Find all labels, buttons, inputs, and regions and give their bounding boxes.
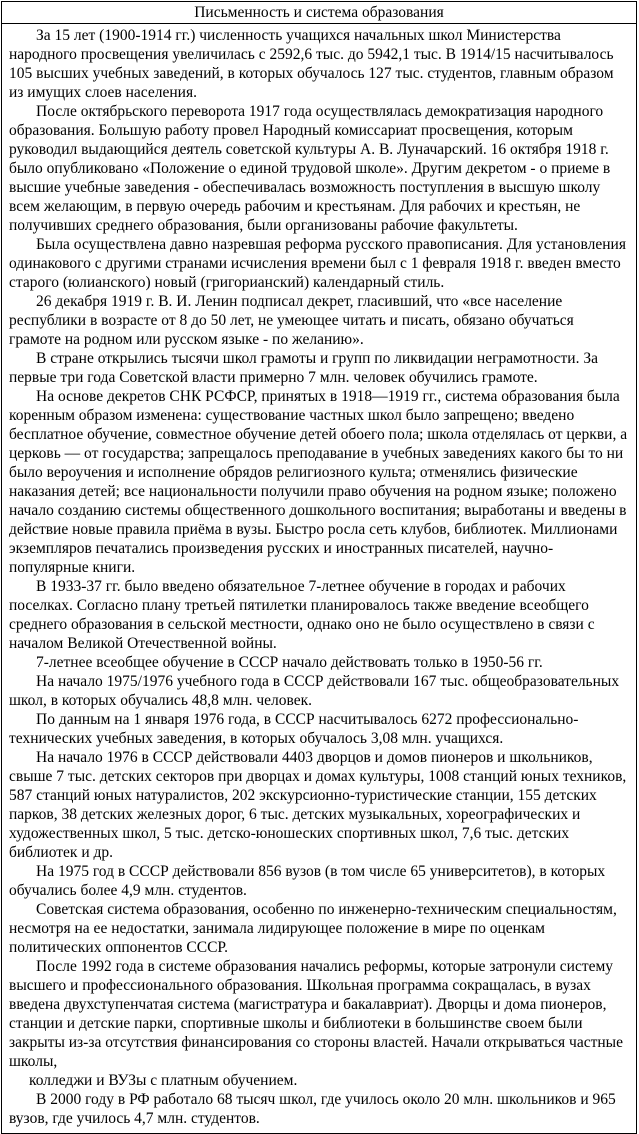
paragraph-snk-decrees-reform: На основе декретов СНК РСФСР, принятых в 1918—1919 гг., система образования была коренным образом изменена: существование частных школ было запрещено; введено бесплатное обучение, совместное обучение детей обоего пола; школа отделялась от церкви, а церковь — от государства; запрещалось преподавание в учебных заведениях какого бы то ни было вероучения и исполнение обрядов религиозного культа; отменялись физические наказания детей; все национальности получили право обучения на родном языке; положено начало созданию системы общественного дошкольного воспитания; выработаны и введены в действие новые правила приёма в вузы. Быстро росла сеть клубов, библиотек. Миллионами экземпляров печатались произведения русских и иностранных писателей, научно-популярные книги. [9, 388, 628, 576]
document-title: Письменность и система образования [2, 2, 636, 24]
document-body [2, 24, 636, 1133]
paragraph-1950-56-universal-education: 7-летнее всеобщее обучение в СССР начало действовать только в 1950-56 гг. [36, 654, 543, 671]
paragraph-1976-vocational-schools: По данным на 1 января 1976 года, в СССР насчитывалось 6272 профессионально-технических учебных заведения, в которых обучалось 3,08 млн. учащихся. [9, 711, 579, 747]
paragraph-post-1992-reforms: После 1992 года в системе образования начались реформы, которые затронули систему высшего и профессионального образования. Школьная программа сокращалась, в вузах введена двухступенчатая система (магистратура и бакалавриат). Дворцы и дома пионеров, станции и детские парки, спортивные школы и библиотеки в большинстве своем были закрыты из-за отсутствия финансирования со стороны властей. Начали открываться частные школы, [9, 958, 623, 1070]
document-table [1, 1, 637, 1134]
paragraph-1975-universities: На 1975 год в СССР действовали 856 вузов (в том числе 65 университетов), в которых обучались более 4,9 млн. студентов. [9, 863, 606, 899]
paragraph-lenin-decree-1919: 26 декабря 1919 г. В. И. Ленин подписал декрет, гласивший, что «все население республики в возрасте от 8 до 50 лет, не умеющее читать и писать, обязано обучаться грамоте на родном или русском языке - по желанию». [9, 293, 574, 348]
paragraph-soviet-system-standing: Советская система образования, особенно по инженерно-техническим специальностям, несмотря на ее недостатки, занимала лидирующее положение в мире по оценкам политических оппонентов СССР. [9, 901, 617, 956]
paragraph-1976-pioneer-palaces: На начало 1976 в СССР действовали 4403 дворцов и домов пионеров и школьников, свыше 7 тыс. детских секторов при дворцах и домах культуры, 1008 станций юных техников, 587 станций юных натуралистов, 202 экскурсионно-туристические станции, 155 детских парков, 38 детских железных дорог, 6 тыс. детских музыкальных, хореографических и художественных школ, 5 тыс. детско-юношеских спортивных школ, 7,6 тыс. детских библиотек и др. [9, 749, 627, 861]
paragraph-1917-democratization: После октябрьского переворота 1917 года осуществлялась демократизация народного образования. Большую работу провел Народный комиссариат просвещения, которым руководил выдающийся деятель советской культуры А. В. Луначарский. 16 октября 1918 г. было опубликовано «Положение о единой трудовой школе». Другим декретом - о приеме в высшие учебные заведения - обеспечивалась возможность поступления в высшую школу всем желающим, в первую очередь рабочим и крестьянам. Для рабочих и крестьян, не получивших среднего образования, были организованы рабочие факультеты. [9, 103, 611, 234]
paragraph-1975-76-schools: На начало 1975/1976 учебного года в СССР действовали 167 тыс. общеобразовательных школ, в которых обучались 48,8 млн. человек. [9, 673, 620, 709]
paragraph-private-colleges-continuation: колледжи и ВУЗы с платным обучением. [29, 1072, 298, 1089]
paragraph-2000-statistics: В 2000 году в РФ работало 68 тысяч школ, где училось около 20 млн. школьников и 965 вузов, где училось 4,7 млн. студентов. [9, 1091, 616, 1127]
paragraph-1933-37-seven-year-education: В 1933-37 гг. было введено обязательное 7-летнее обучение в городах и рабочих поселках. Согласно плану третьей пятилетки планировалось также введение всеобщего среднего образования в сельской местности, однако оно не было осуществлено в связи с началом Великой Отечественной войны. [9, 578, 595, 652]
paragraph-spelling-calendar-reform: Была осуществлена давно назревшая реформа русского правописания. Для установления одинакового с другими странами исчисления времени был с 1 февраля 1918 г. введен вместо старого (юлианского) новый (григорианский) календарный стиль. [9, 236, 626, 291]
paragraph-enrollment-1900-1914: За 15 лет (1900-1914 гг.) численность учащихся начальных школ Министерства народного просвещения увеличилась с 2592,6 тыс. до 5942,1 тыс. В 1914/15 насчитывалось 105 высших учебных заведений, в которых обучалось 127 тыс. студентов, главным образом из имущих слоев населения. [9, 27, 614, 101]
paragraph-literacy-schools: В стране открылись тысячи школ грамоты и групп по ликвидации неграмотности. За первые три года Советской власти примерно 7 млн. человек обучились грамоте. [9, 350, 598, 386]
